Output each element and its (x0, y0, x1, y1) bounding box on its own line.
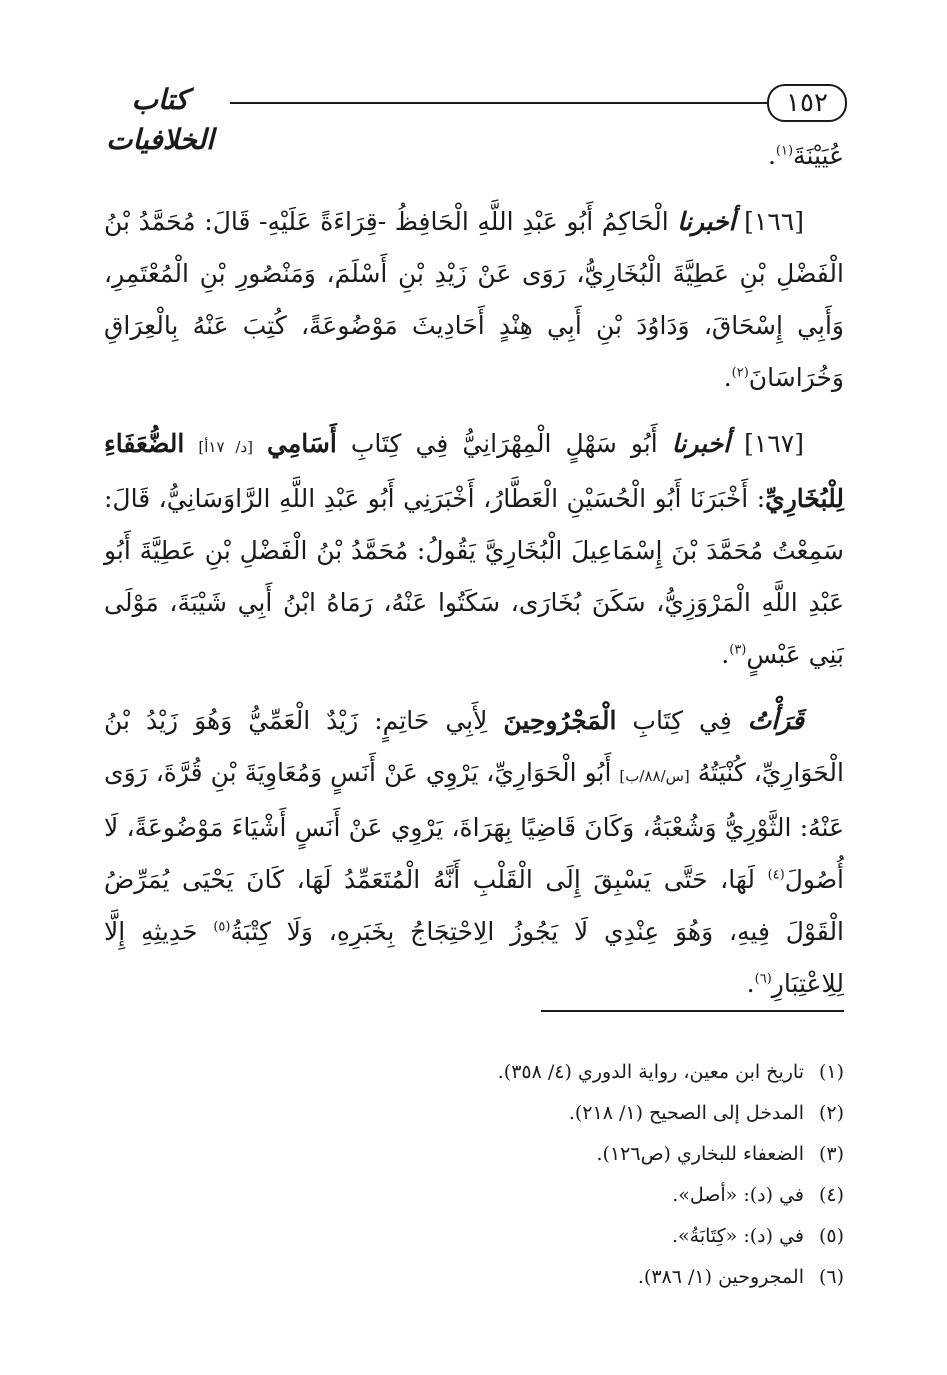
footnote-number: (٢) (818, 1102, 844, 1124)
footnote-5 (104, 1216, 844, 1257)
reading-text-b: لِأَبِي حَاتِمٍ: زَيْدٌ الْعَمِّيُّ وَهُوَ زَيْدُ بْنُ الْحَوَارِيِّ، كُنْيَتُهُ (104, 706, 844, 787)
carry-over-line (104, 130, 844, 182)
hadith-166 (104, 196, 844, 404)
footnote-separator (541, 1010, 844, 1012)
lead-word-qaraat: قَرَأْتُ (747, 706, 804, 735)
manuscript-mark-d17a: [د/ ١٧أ] (198, 438, 253, 456)
entry-end-167: . (721, 640, 730, 669)
footnote-number: (٥) (818, 1225, 844, 1247)
footnote-number: (٤) (818, 1184, 844, 1206)
footnote-text: في (د): «أصل». (672, 1184, 804, 1206)
footnote-ref-3[interactable]: (٣) (729, 642, 747, 658)
footnote-text: في (د): «كِتَابَةُ». (671, 1225, 804, 1247)
footnotes-list (104, 1052, 844, 1298)
footnote-number: (٦) (818, 1266, 844, 1288)
book-name-majruhin: الْمَجْرُوحِينَ (503, 706, 617, 735)
reading-text-e: حَدِيثِهِ إِلَّا لِلِاعْتِبَارِ (104, 917, 844, 998)
reading-end: . (746, 969, 755, 998)
footnote-ref-2[interactable]: (٢) (731, 365, 749, 381)
entry-end-166: . (723, 363, 732, 392)
footnote-text: المجروحين (١/ ٣٨٦). (637, 1266, 804, 1288)
footnote-1 (104, 1052, 844, 1093)
footnote-ref-1[interactable]: (١) (775, 143, 794, 159)
footnote-text: المدخل إلى الصحيح (١/ ٢١٨). (568, 1102, 804, 1124)
reading-text-d: لَهَا، حَتَّى يَسْبِقَ إِلَى الْقَلْبِ أَنَّهُ الْمُتَعَمِّدُ لَهَا، كَانَ يَحْيَى يُمَرِّضُ الْقَوْلَ فِيهِ، وَهُوَ عِنْدِي لَا يَجُوزُ الِاحْتِجَاجُ بِخَبَرِهِ، وَلَا كِتْبَةُ (104, 865, 845, 946)
entry-text-167a: أَبُو سَهْلٍ الْمِهْرَانِيُّ فِي كِتَابِ (350, 429, 658, 458)
reading-text-a: فِي كِتَابِ (632, 706, 732, 735)
entry-text-166: الْحَاكِمُ أَبُو عَبْدِ اللَّهِ الْحَافِظُ -قِرَاءَةً عَلَيْهِ- قَالَ: مُحَمَّدُ بْنُ الْفَضْلِ بْنِ عَطِيَّةَ الْبُخَارِيُّ، رَوَى عَنْ زَيْدِ بْنِ أَسْلَمَ، وَمَنْصُورِ بْنِ الْمُعْتَمِرِ، وَأَبِي إِسْحَاقَ، وَدَاوُدَ بْنِ أَبِي هِنْدٍ أَحَادِيثَ مَوْضُوعَةً، كُتِبَ عَنْهُ بِالْعِرَاقِ وَخُرَاسَانَ (104, 207, 844, 392)
footnote-number: (٣) (818, 1143, 844, 1165)
entry-number-167: [١٦٧] (744, 429, 804, 458)
header-rule (230, 102, 767, 104)
footnote-text: الضعفاء للبخاري (ص١٢٦). (596, 1143, 804, 1165)
main-text (104, 130, 844, 1010)
reading-text-c: أَبُو الْحَوَارِيِّ، يَرْوِي عَنْ أَنَسٍ وَمُعَاوِيَةَ بْنِ قُرَّةَ، رَوَى عَنْهُ: الثَّوْرِيُّ وَشُعْبَةُ، وَكَانَ قَاضِيًا بِهَرَاةَ، يَرْوِي عَنْ أَنَسٍ أَشْيَاءَ مَوْضُوعَةً، لَا أُصُولَ (104, 758, 844, 894)
book-name-duafa: الضُّعَفَاءِ لِلْبُخَارِيِّ (104, 429, 844, 513)
hadith-167 (104, 418, 844, 681)
footnote-ref-4[interactable]: (٤) (767, 867, 785, 883)
footnote-6 (104, 1257, 844, 1298)
entry-text-167b: : أَخْبَرَنَا أَبُو الْحُسَيْنِ الْعَطَّارُ، أَخْبَرَنِي أَبُو عَبْدِ اللَّهِ الرَّاوَسَانِيُّ، قَالَ: سَمِعْتُ مُحَمَّدَ بْنَ إِسْمَاعِيلَ الْبُخَارِيَّ يَقُولُ: مُحَمَّدُ بْنُ الْفَضْلِ بْنِ عَطِيَّةَ أَبُو عَبْدِ اللَّهِ الْمَرْوَزِيُّ، سَكَنَ بُخَارَى، سَكَتُوا عَنْهُ، رَمَاهُ ابْنُ أَبِي شَيْبَةَ، مَوْلَى بَنِي عَبْسٍ (104, 484, 844, 669)
lead-word-166: أخبرنا (677, 207, 736, 236)
footnote-4 (104, 1175, 844, 1216)
footnote-2 (104, 1093, 844, 1134)
page-number: ١٥٢ (767, 84, 847, 122)
footnote-3 (104, 1134, 844, 1175)
reading-paragraph (104, 695, 844, 1010)
footnote-ref-6[interactable]: (٦) (754, 971, 772, 987)
manuscript-mark-s88b: [س/٨٨/ب] (619, 767, 690, 785)
book-name-asami: أَسَامِي (267, 429, 337, 458)
footnote-number: (١) (818, 1061, 844, 1083)
book-title: كتاب الخلافيات (106, 83, 214, 156)
entry-number-166: [١٦٦] (744, 207, 804, 236)
carry-over-word: عُيَيْنَةَ (793, 141, 844, 170)
carry-over-end: . (767, 141, 776, 170)
footnote-ref-5[interactable]: (٥) (213, 919, 231, 935)
lead-word-167: أخبرنا (671, 429, 731, 458)
footnote-text: تاريخ ابن معين، رواية الدوري (٤/ ٣٥٨). (497, 1061, 804, 1083)
